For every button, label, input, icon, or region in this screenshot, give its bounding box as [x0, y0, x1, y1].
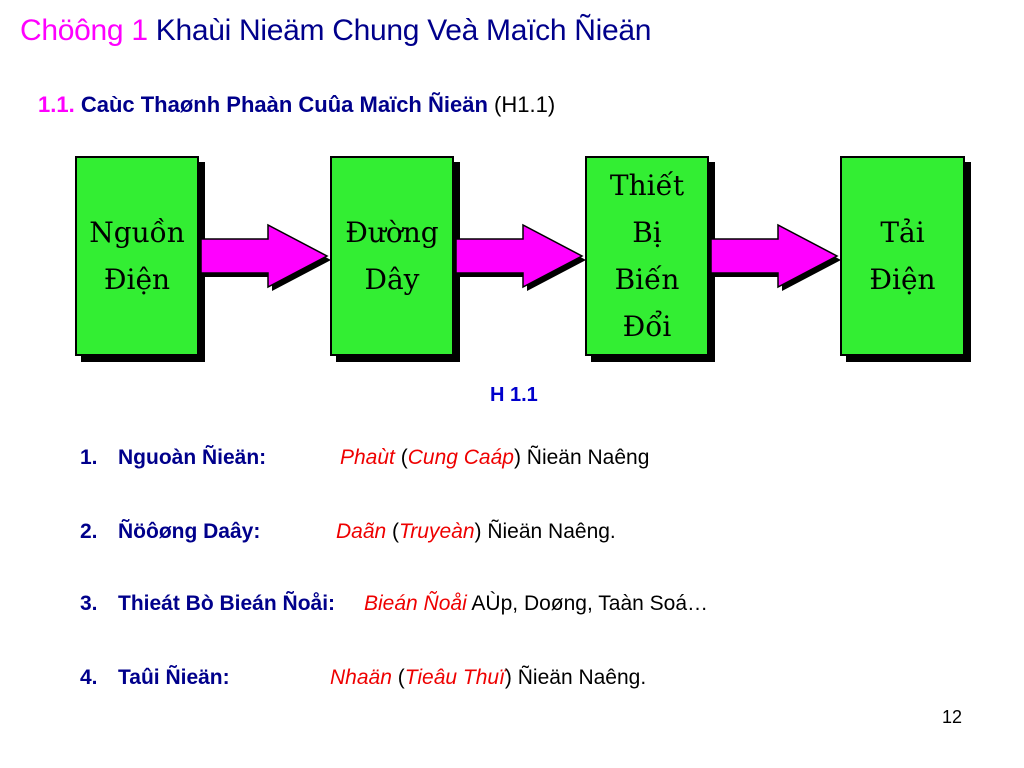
desc-keyword-alt: Truyeàn — [399, 520, 475, 543]
item-term: Taûi Ñieän: — [118, 666, 230, 689]
item-term: Ñöôøng Daây: — [118, 520, 261, 543]
desc-keyword-alt: Tieâu Thuï — [404, 666, 505, 689]
desc-rest: ) Ñieän Naêng. — [504, 666, 647, 689]
page-number: 12 — [941, 707, 962, 727]
box-power-source — [75, 156, 199, 356]
desc-paren: ( — [391, 666, 405, 689]
figure-caption: H 1.1 — [490, 384, 538, 406]
item-term: Thieát Bò Bieán Ñoåi: — [118, 592, 336, 615]
desc-keyword: Daãn — [336, 520, 387, 543]
item-description — [364, 592, 708, 616]
box-electric-load — [840, 156, 965, 356]
box-label: Nguồn Điện — [89, 216, 185, 296]
item-term: Nguoàn Ñieän: — [118, 446, 267, 469]
desc-rest: ) Ñieän Naêng. — [474, 520, 616, 543]
item-description — [340, 446, 649, 470]
box-label: Thiết Bị Biến Đổi — [609, 169, 685, 343]
title-text: Khaùi Nieäm Chung Veà Maïch Ñieän — [155, 14, 652, 47]
box-label: Đường Dây — [345, 216, 439, 296]
desc-keyword-alt: Cung Caáp — [407, 446, 514, 469]
item-index: 4. — [80, 666, 98, 689]
slide-title — [20, 14, 651, 48]
desc-rest: AÙp, Doøng, Taàn Soá… — [471, 592, 708, 615]
item-description — [330, 666, 646, 690]
desc-keyword: Nhaän — [330, 666, 392, 689]
box-label: Tải Điện — [869, 216, 936, 296]
item-description — [336, 520, 616, 544]
arrow-right-icon — [199, 222, 335, 294]
section-number: 1.1. — [38, 92, 75, 117]
arrow-right-icon — [454, 222, 590, 294]
desc-keyword: Bieán Ñoåi — [364, 592, 467, 615]
item-index: 1. — [80, 446, 98, 469]
section-title: Caùc Thaønh Phaàn Cuûa Maïch Ñieän — [80, 92, 488, 117]
desc-keyword: Phaùt — [340, 446, 395, 469]
section-heading — [38, 92, 555, 118]
desc-rest: ) Ñieän Naêng — [513, 446, 650, 469]
box-transmission-line — [330, 156, 454, 356]
item-index: 3. — [80, 592, 98, 615]
item-index: 2. — [80, 520, 98, 543]
box-conversion-device — [585, 156, 709, 356]
desc-paren: ( — [394, 446, 408, 469]
figure-reference: (H1.1) — [494, 92, 556, 117]
desc-paren: ( — [386, 520, 400, 543]
chapter-label: Chöông 1 — [20, 14, 148, 47]
arrow-right-icon — [709, 222, 845, 294]
